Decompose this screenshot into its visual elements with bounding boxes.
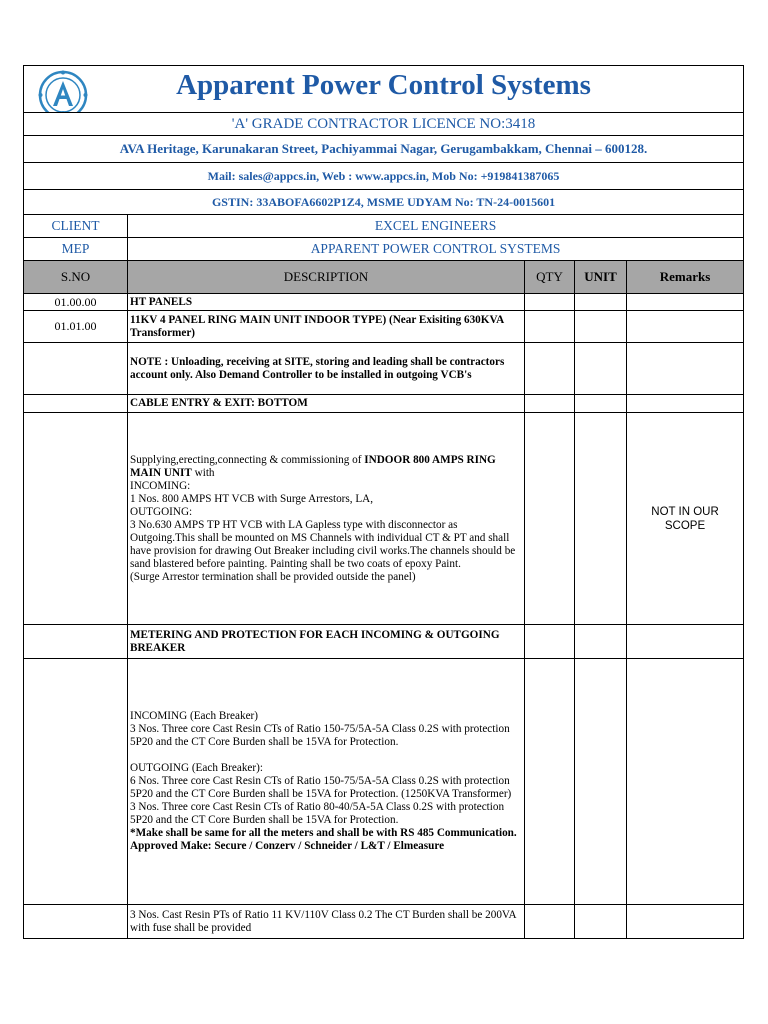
row-description: NOTE : Unloading, receiving at SITE, storing and leading shall be contractors account only. Also Demand Controller to be installed in outgoing VCB's	[128, 343, 525, 395]
table-row	[24, 294, 744, 311]
col-sno: S.NO	[24, 261, 128, 294]
table-row	[24, 343, 744, 395]
table-row	[24, 659, 744, 905]
table-row	[24, 311, 744, 343]
row-unit	[575, 659, 627, 905]
quotation-sheet	[23, 65, 744, 939]
row-qty	[525, 625, 575, 659]
row-unit	[575, 905, 627, 939]
row-remarks	[627, 395, 744, 413]
table-row	[24, 905, 744, 939]
row-qty	[525, 343, 575, 395]
desc-detail-text: INCOMING (Each Breaker) 3 Nos. Three core Cast Resin CTs of Ratio 150-75/5A-5A Class 0.2S with protection 5P20 and the CT Core Burden shall be 15VA for Protection. OUTGOING (Each Breaker): 6 Nos. Three core Cast Resin CTs of Ratio 150-75/5A-5A Class 0.2S with protection 5P20 and the CT Core Burden shall be 15VA for Protection. (1250KVA Transformer) 3 Nos. Three core Cast Resin CTs of Ratio 80-40/5A-5A Class 0.2S with protection 5P20 and the CT Core Burden shall be 15VA for Protection.	[130, 710, 512, 826]
col-qty: QTY	[525, 261, 575, 294]
row-description: 11KV 4 PANEL RING MAIN UNIT INDOOR TYPE) (Near Exisiting 630KVA Transformer)	[128, 311, 525, 343]
row-remarks	[627, 413, 744, 625]
contact-row	[24, 163, 744, 190]
row-sno	[24, 905, 128, 939]
company-title-cell	[24, 66, 744, 117]
client-row	[24, 215, 744, 238]
desc-bold-text: INDOOR 800 AMPS RING MAIN UNIT	[130, 453, 496, 479]
row-sno	[24, 395, 128, 413]
row-qty	[525, 294, 575, 311]
desc-text: Supplying,erecting,connecting & commissioning of	[130, 453, 365, 466]
address-row	[24, 136, 744, 163]
row-sno	[24, 625, 128, 659]
company-name: Apparent Power Control Systems	[176, 69, 591, 101]
row-unit	[575, 311, 627, 343]
row-description	[128, 659, 525, 905]
col-description: DESCRIPTION	[128, 261, 525, 294]
col-remarks: Remarks	[627, 261, 744, 294]
mep-label: MEP	[24, 238, 128, 261]
row-qty	[525, 311, 575, 343]
client-value: EXCEL ENGINEERS	[128, 215, 744, 238]
table-row	[24, 413, 744, 625]
address-text: AVA Heritage, Karunakaran Street, Pachiyammai Nagar, Gerugambakkam, Chennai – 600128.	[24, 136, 744, 163]
remarks-text: NOT IN OUR SCOPE	[651, 505, 719, 532]
row-qty	[525, 395, 575, 413]
row-remarks	[627, 659, 744, 905]
col-unit: UNIT	[575, 261, 627, 294]
desc-text: with	[191, 466, 215, 479]
row-remarks	[627, 311, 744, 343]
row-remarks	[627, 905, 744, 939]
row-unit	[575, 395, 627, 413]
row-remarks	[627, 343, 744, 395]
row-unit	[575, 294, 627, 311]
contact-text: Mail: sales@appcs.in, Web : www.appcs.in, Mob No: +919841387065	[24, 163, 744, 190]
desc-detail-text: INCOMING: 1 Nos. 800 AMPS HT VCB with Surge Arrestors, LA, OUTGOING: 3 No.630 AMPS TP HT VCB with LA Gapless type with disconnector as Outgoing.This shall be mounted on MS Channels with individual CT & PT and shall have provision for drawing Out Breaker including civil works.The channels should be sand blastered before painting. Painting shall be two coats of epoxy Paint. (Surge Arrestor termination shall be provided outside the panel)	[130, 479, 516, 583]
company-header-row	[24, 66, 744, 113]
desc-bold-text: *Make shall be same for all the meters and shall be with RS 485 Communication. Approved Make: Secure / Conzerv / Schneider / L&T / Elmeasure	[130, 827, 517, 852]
row-sno	[24, 659, 128, 905]
row-remarks	[627, 625, 744, 659]
gstin-text: GSTIN: 33ABOFA6602P1Z4, MSME UDYAM No: TN-24-0015601	[24, 190, 744, 215]
row-qty	[525, 659, 575, 905]
row-sno	[24, 343, 128, 395]
row-sno: 01.01.00	[24, 311, 128, 343]
gstin-row	[24, 190, 744, 215]
table-row	[24, 625, 744, 659]
licence-row	[24, 113, 744, 136]
row-description: HT PANELS	[128, 294, 525, 311]
row-qty	[525, 413, 575, 625]
mep-value: APPARENT POWER CONTROL SYSTEMS	[128, 238, 744, 261]
row-unit	[575, 625, 627, 659]
row-unit	[575, 413, 627, 625]
row-sno	[24, 413, 128, 625]
row-description	[128, 413, 525, 625]
row-description: CABLE ENTRY & EXIT: BOTTOM	[128, 395, 525, 413]
column-header-row	[24, 261, 744, 294]
table-row	[24, 395, 744, 413]
row-sno: 01.00.00	[24, 294, 128, 311]
row-unit	[575, 343, 627, 395]
licence-text: 'A' GRADE CONTRACTOR LICENCE NO:3418	[24, 113, 744, 136]
row-remarks	[627, 294, 744, 311]
row-description: METERING AND PROTECTION FOR EACH INCOMING & OUTGOING BREAKER	[128, 625, 525, 659]
row-description: 3 Nos. Cast Resin PTs of Ratio 11 KV/110V Class 0.2 The CT Burden shall be 200VA with fuse shall be provided	[128, 905, 525, 939]
logo-subtext: PCS	[57, 111, 69, 117]
row-qty	[525, 905, 575, 939]
mep-row	[24, 238, 744, 261]
client-label: CLIENT	[24, 215, 128, 238]
